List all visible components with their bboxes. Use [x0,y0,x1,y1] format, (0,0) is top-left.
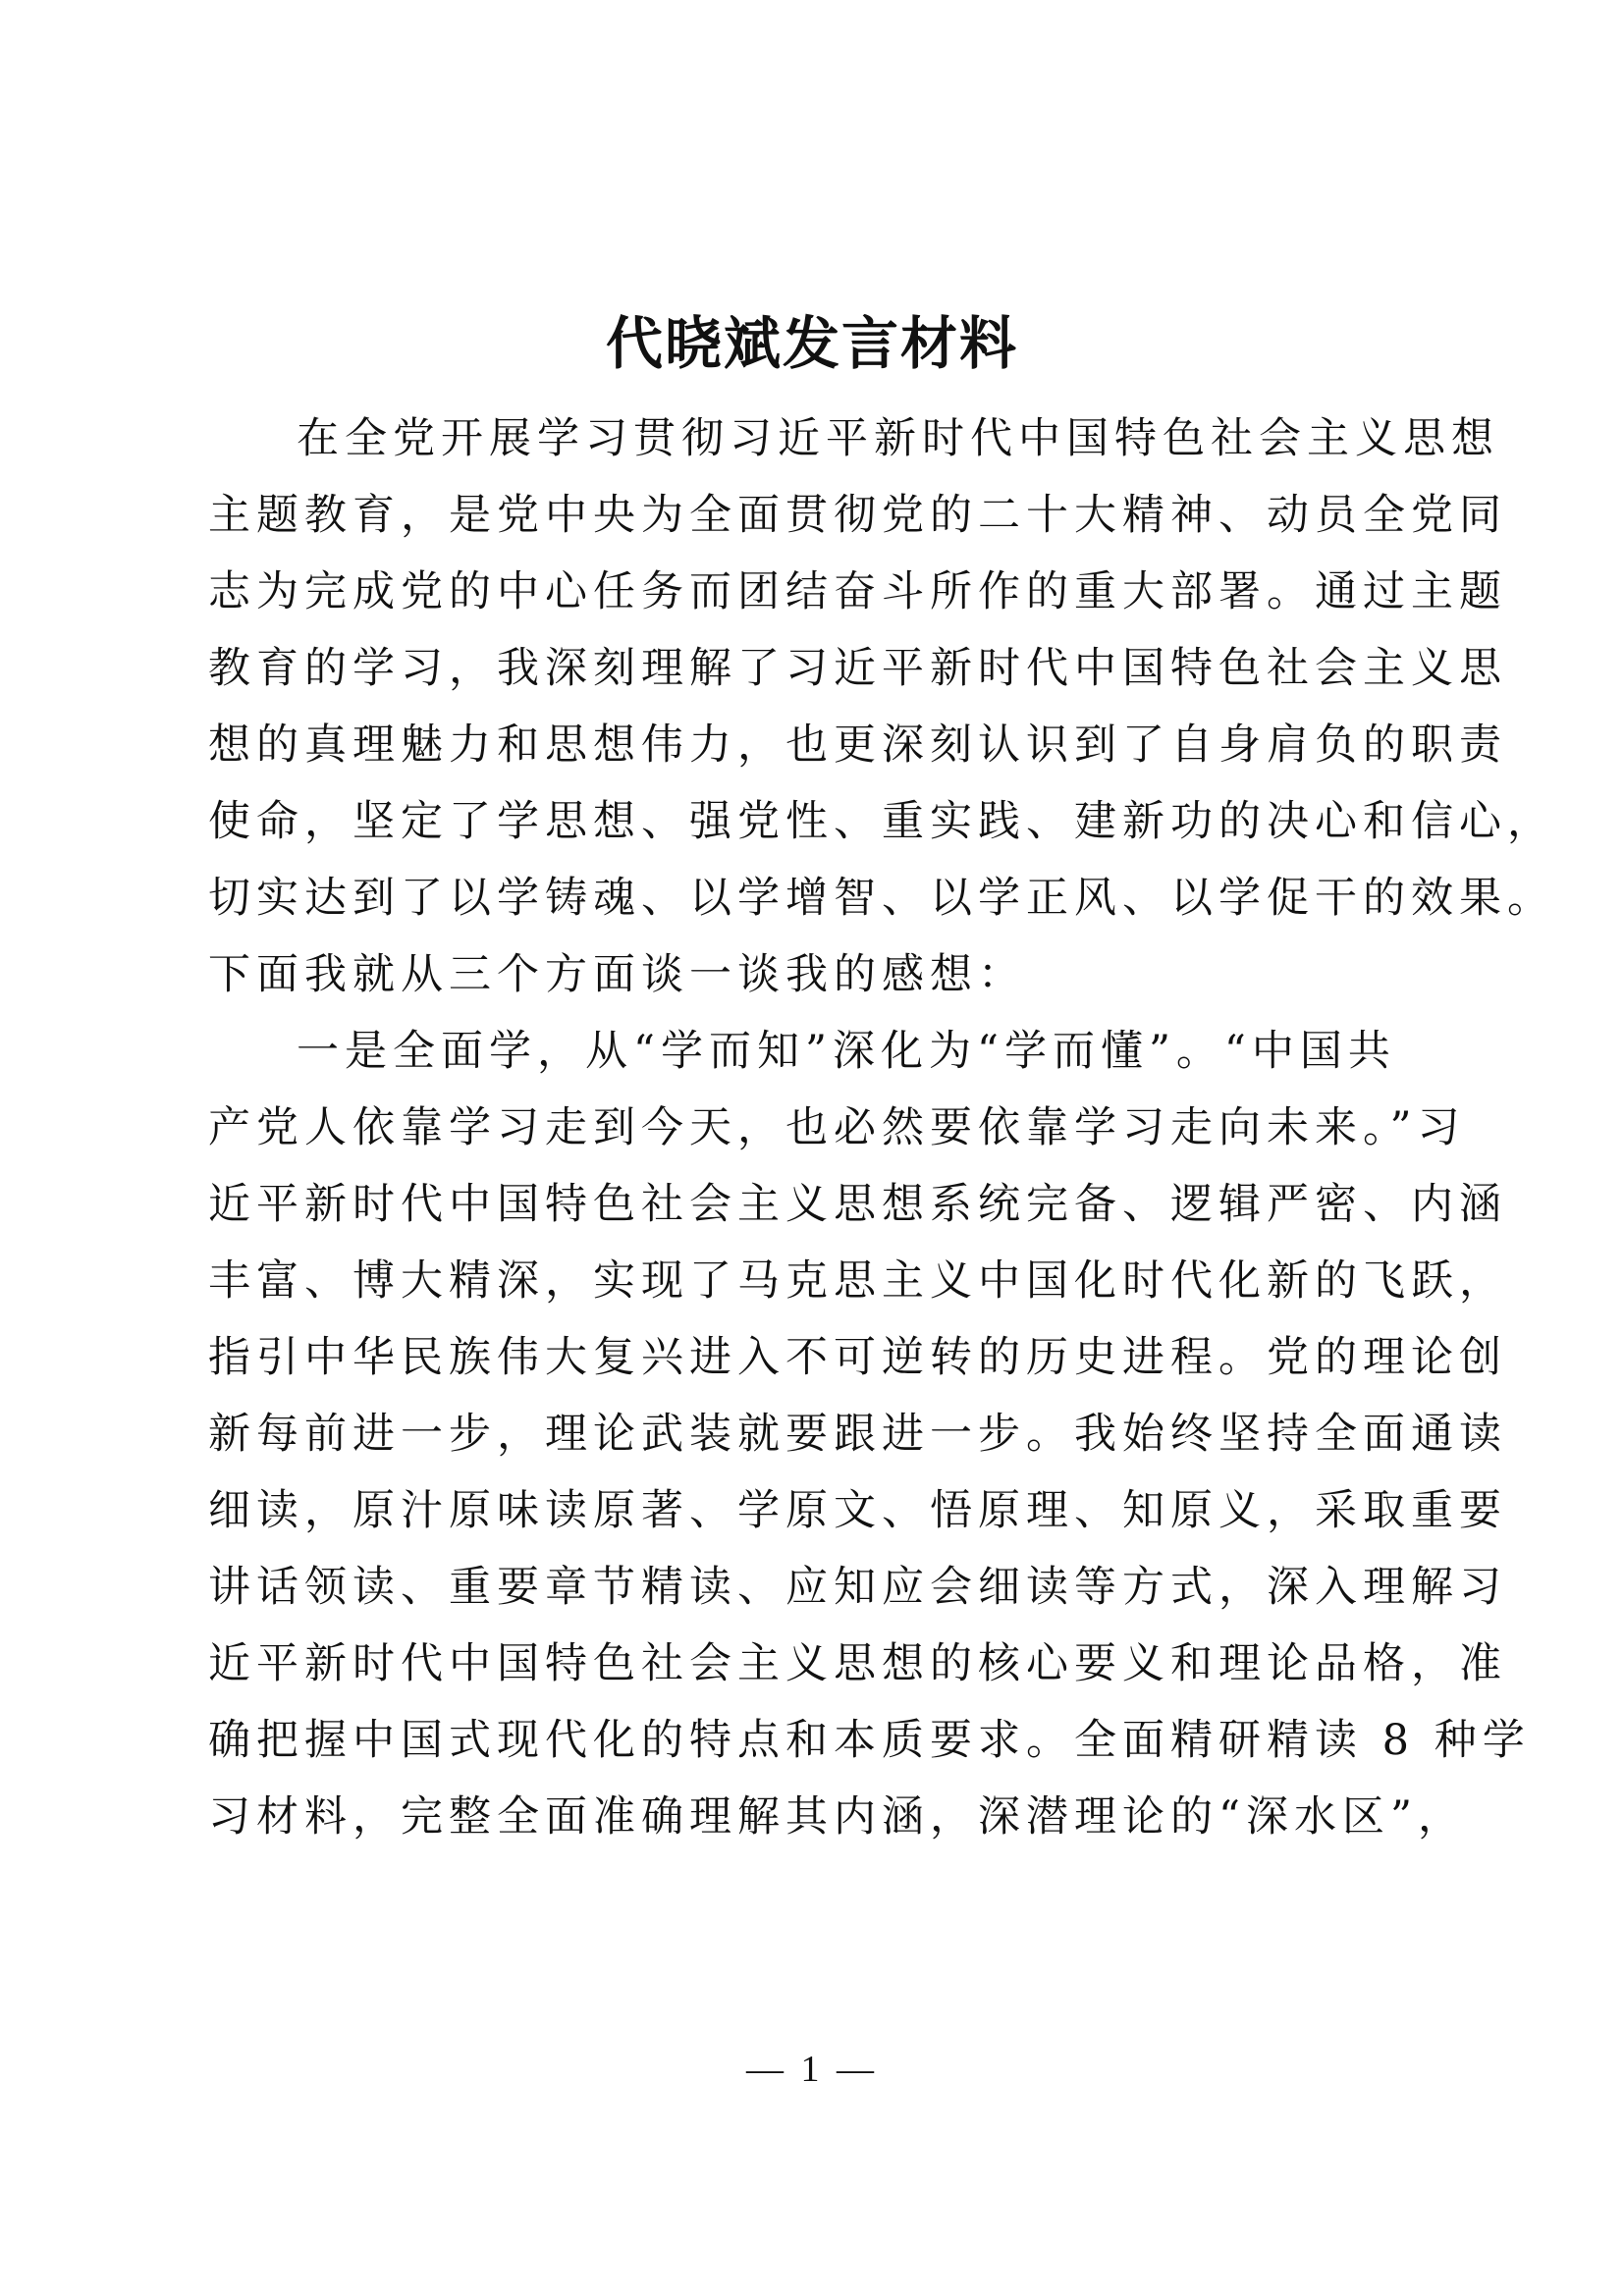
document-title: 代晓斌发言材料 [605,310,1018,377]
paragraph-1-line-1: 在全党开展学习贯彻习近平新时代中国特色社会主义思想 [297,414,1499,463]
page-number: — 1 — [746,2049,878,2090]
paragraph-2-line-9: 近平新时代中国特色社会主义思想的核心要义和理论品格，准 [208,1639,1507,1688]
paragraph-2-line-2: 产党人依靠学习走到今天，也必然要依靠学习走向未来。”习 [208,1103,1466,1152]
paragraph-1-line-5: 想的真理魅力和思想伟力，也更深刻认识到了自身肩负的职责 [208,721,1507,770]
paragraph-2-line-1: 一是全面学，从“学而知”深化为“学而懂”。“中国共 [297,1027,1396,1076]
paragraph-1-line-2: 主题教育，是党中央为全面贯彻党的二十大精神、动员全党同 [208,491,1507,540]
paragraph-1-line-7: 切实达到了以学铸魂、以学增智、以学正风、以学促干的效果。 [208,874,1555,923]
paragraph-2-line-6: 新每前进一步，理论武装就要跟进一步。我始终坚持全面通读 [208,1410,1507,1459]
paragraph-1-line-8: 下面我就从三个方面谈一谈我的感想： [208,950,1026,999]
paragraph-1-line-4: 教育的学习，我深刻理解了习近平新时代中国特色社会主义思 [208,644,1507,693]
paragraph-2-line-11: 习材料，完整全面准确理解其内涵，深潜理论的“深水区”， [208,1792,1466,1842]
paragraph-2-line-10: 确把握中国式现代化的特点和本质要求。全面精研精读 8 种学 [208,1716,1531,1765]
paragraph-1-line-6: 使命，坚定了学思想、强党性、重实践、建新功的决心和信心， [208,797,1555,846]
paragraph-2-line-7: 细读，原汁原味读原著、学原文、悟原理、知原义，采取重要 [208,1486,1507,1535]
paragraph-1-line-3: 志为完成党的中心任务而团结奋斗所作的重大部署。通过主题 [208,567,1507,616]
paragraph-2-line-3: 近平新时代中国特色社会主义思想系统完备、逻辑严密、内涵 [208,1180,1507,1229]
paragraph-2-line-8: 讲话领读、重要章节精读、应知应会细读等方式，深入理解习 [208,1563,1507,1612]
paragraph-2-line-5: 指引中华民族伟大复兴进入不可逆转的历史进程。党的理论创 [208,1333,1507,1382]
paragraph-2-line-4: 丰富、博大精深，实现了马克思主义中国化时代化新的飞跃， [208,1256,1507,1306]
